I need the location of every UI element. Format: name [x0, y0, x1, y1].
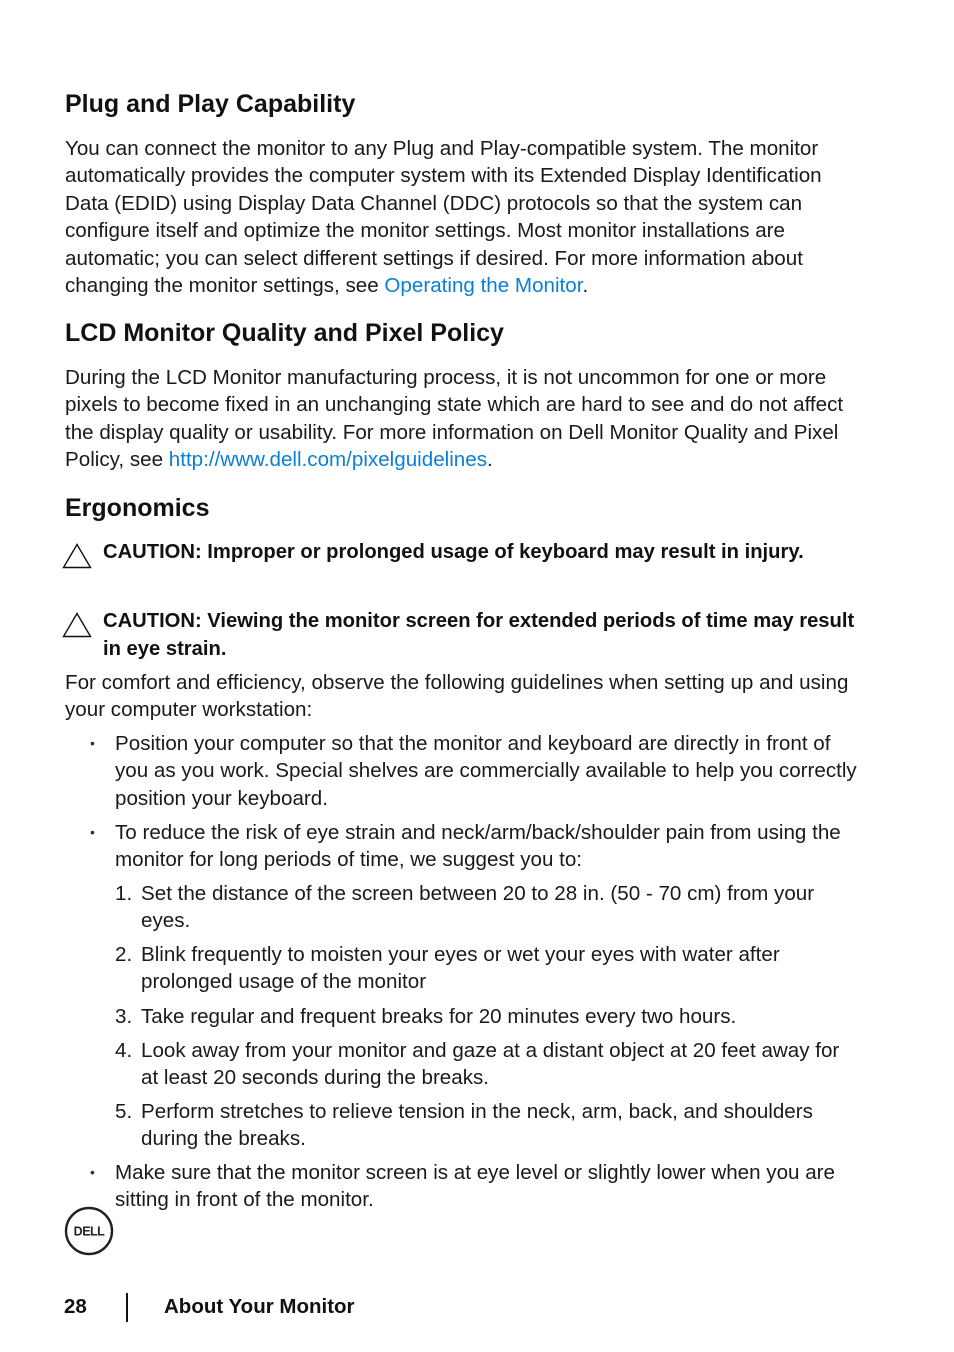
- pixel-policy-period: .: [487, 448, 493, 472]
- bullet-glyph: •: [90, 735, 95, 751]
- bullet-text: Make sure that the monitor screen is at eye level or slightly lower when you are sitting in front of the monitor.: [115, 1161, 835, 1212]
- caution-eye-strain-text: CAUTION: Viewing the monitor screen for extended periods of time may result in eye strain.: [103, 610, 855, 660]
- section-heading-pixel-policy: LCD Monitor Quality and Pixel Policy: [65, 319, 504, 347]
- plug-and-play-paragraph: [65, 135, 865, 299]
- step-number: 5.: [115, 1100, 133, 1123]
- caution-icon: [62, 612, 92, 638]
- step-text: Perform stretches to relieve tension in the neck, arm, back, and shoulders during the breaks.: [141, 1100, 813, 1151]
- section-heading-ergonomics: Ergonomics: [65, 494, 210, 522]
- footer-divider: [126, 1293, 128, 1322]
- caution-icon: [62, 543, 92, 569]
- bullet-glyph: •: [90, 824, 95, 840]
- pixel-policy-body: During the LCD Monitor manufacturing process, it is not uncommon for one or more pixels to become fixed in an unchanging state which are hard to see and do not affect the display quality or usability. For more information on Dell Monitor Quality and Pixel Policy, see: [65, 366, 844, 472]
- page-number: 28: [64, 1295, 87, 1318]
- footer-section-name: About Your Monitor: [164, 1295, 355, 1318]
- bullet-text: Position your computer so that the monitor and keyboard are directly in front of you as you work. Special shelves are commercially available to help you correctly position your keyboard.: [115, 732, 857, 810]
- step-number: 2.: [115, 943, 133, 966]
- bullet-glyph: •: [90, 1164, 95, 1180]
- plug-and-play-period: .: [582, 274, 589, 298]
- dell-logo-text: DELL: [73, 1224, 105, 1239]
- ergonomics-intro: For comfort and efficiency, observe the following guidelines when setting up and using your computer workstation:: [65, 671, 849, 722]
- step-number: 3.: [115, 1005, 133, 1028]
- pixel-guidelines-link[interactable]: http://www.dell.com/pixelguidelines: [168, 448, 487, 472]
- step-number: 1.: [115, 882, 133, 905]
- section-heading-plug-and-play: Plug and Play Capability: [65, 90, 356, 118]
- step-text: Take regular and frequent breaks for 20 minutes every two hours.: [141, 1005, 737, 1028]
- pixel-policy-paragraph: [65, 364, 865, 474]
- caution-keyboard-text: CAUTION: Improper or prolonged usage of keyboard may result in injury.: [103, 541, 804, 563]
- step-text: Look away from your monitor and gaze at a distant object at 20 feet away for at least 20 seconds during the breaks.: [141, 1039, 840, 1090]
- step-text: Blink frequently to moisten your eyes or wet your eyes with water after prolonged usage of the monitor: [141, 943, 780, 994]
- step-number: 4.: [115, 1039, 133, 1062]
- plug-and-play-body: You can connect the monitor to any Plug and Play-compatible system. The monitor automatically provides the computer system with its Extended Display Identification Data (EDID) using Display Data Channel (DDC) protocols so that the system can configure itself and optimize the monitor settings. Most monitor installations are automatic; you can select different settings if desired. For more information about changing the monitor settings, see: [65, 137, 822, 298]
- step-text: Set the distance of the screen between 20 to 28 in. (50 - 70 cm) from your eyes.: [141, 882, 815, 933]
- operating-monitor-link[interactable]: Operating the Monitor: [384, 274, 583, 298]
- bullet-text: To reduce the risk of eye strain and neck/arm/back/shoulder pain from using the monitor for long periods of time, we suggest you to:: [115, 821, 841, 872]
- dell-logo: [64, 1206, 114, 1256]
